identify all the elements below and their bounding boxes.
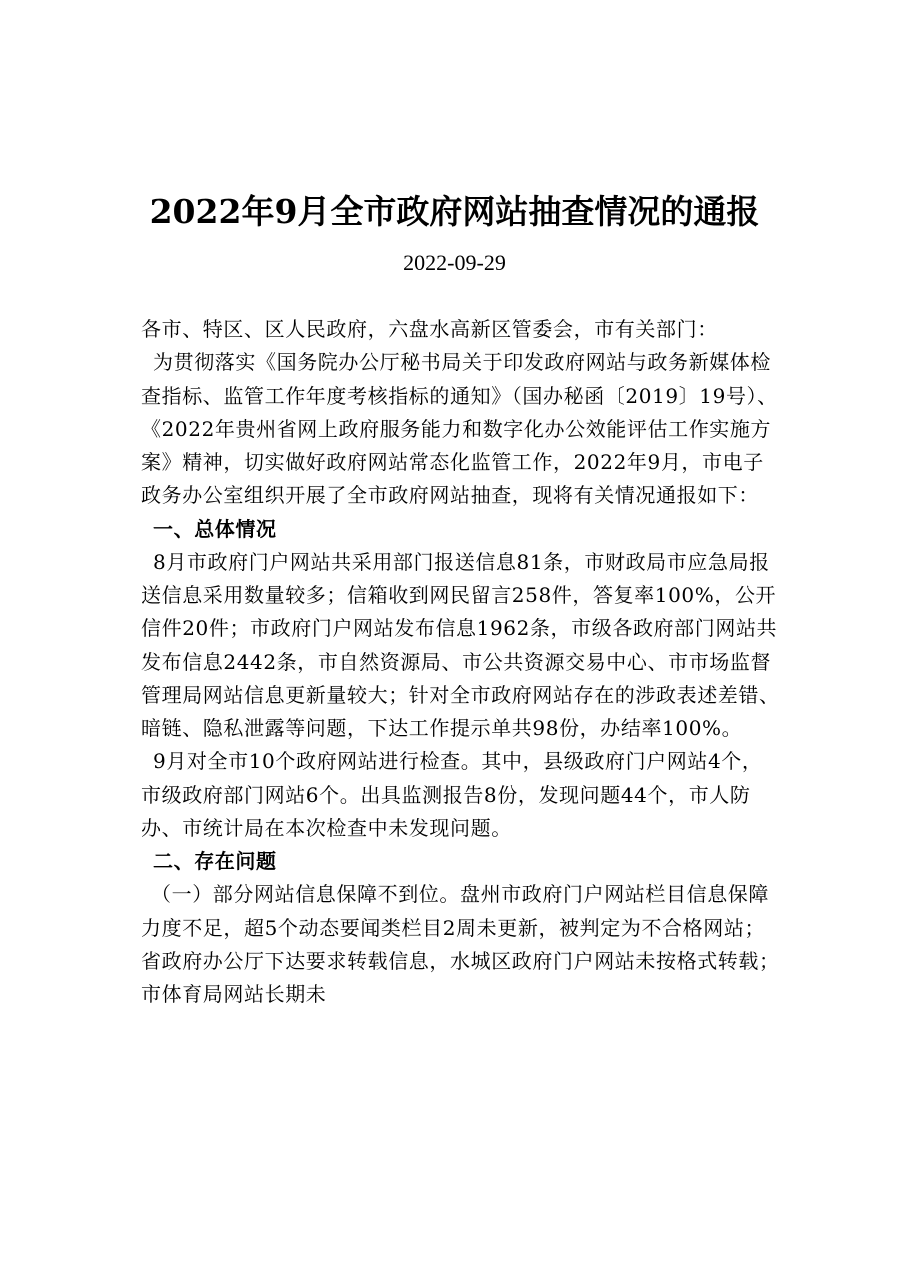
section-heading-overview: 一、总体情况 <box>153 516 277 541</box>
overview-paragraph-1: 8月市政府门户网站共采用部门报送信息81条，市财政局市应急局报送信息采用数量较多；信箱收到网民留言258件，答复率100%，公开信件20件；市政府门户网站发布信息1962条，市级各政府部门网站共发布信息2442条，市自然资源局、市公共资源交易中心、市市场监督管理局网站信息更新量较大；针对全市政府网站存在的涉政表述差错、暗链、隐私泄露等问题，下达工作提示单共98份，办结率100%。 <box>141 549 780 740</box>
issues-paragraph-1: （一）部分网站信息保障不到位。盘州市政府门户网站栏目信息保障力度不足，超5个动态要闻类栏目2周未更新，被判定为不合格网站；省政府办公厅下达要求转载信息，水城区政府门户网站未按格式转载；市体育局网站长期未 <box>141 882 780 1006</box>
document-date: 2022-09-29 <box>403 250 506 275</box>
section-heading-issues: 二、存在问题 <box>153 849 277 873</box>
document-body <box>141 313 781 1011</box>
document-title: 2022年9月全市政府网站抽查情况的通报 <box>149 192 760 231</box>
overview-paragraph-2: 9月对全市10个政府网站进行检查。其中，县级政府门户网站4个，市级政府部门网站6个。出具监测报告8份，发现问题44个，市人防办、市统计局在本次检查中未发现问题。 <box>141 749 763 840</box>
salutation: 各市、特区、区人民政府，六盘水高新区管委会，市有关部门： <box>141 317 718 341</box>
intro-paragraph: 为贯彻落实《国务院办公厅秘书局关于印发政府网站与政务新媒体检查指标、监管工作年度考核指标的通知》（国办秘函〔2019〕19号）、《2022年贵州省网上政府服务能力和数字化办公效能评估工作实施方案》精神，切实做好政府网站常态化监管工作，2022年9月，市电子政务办公室组织开展了全市政府网站抽查，现将有关情况通报如下： <box>141 350 778 508</box>
